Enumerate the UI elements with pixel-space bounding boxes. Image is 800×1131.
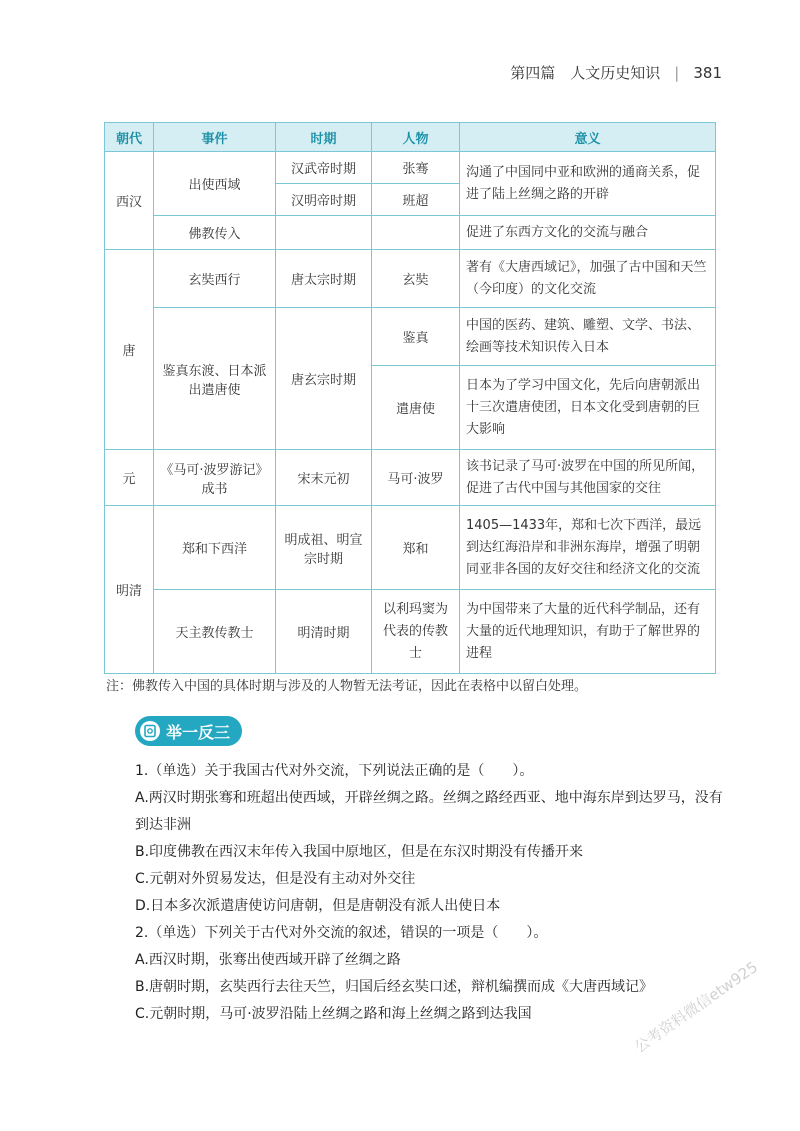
question-1-option-a: A.两汉时期张骞和班超出使西域，开辟丝绸之路。丝绸之路经西亚、地中海东岸到达罗马，没有到达非洲: [135, 790, 723, 833]
question-2-option-b: B.唐朝时期，玄奘西行去往天竺，归国后经玄奘口述，辩机编撰而成《大唐西域记》: [135, 979, 654, 995]
table-row: [105, 450, 716, 506]
meaning-cell: 著有《大唐西域记》，加强了古中国和天竺（今印度）的文化交流: [460, 250, 716, 308]
meaning-cell: 沟通了中国同中亚和欧洲的通商关系，促进了陆上丝绸之路的开辟: [460, 152, 716, 216]
question-2-option-a: A.西汉时期，张骞出使西域开辟了丝绸之路: [135, 952, 401, 968]
question-2-option-c: C.元朝时期，马可·波罗沿陆上丝绸之路和海上丝绸之路到达我国: [135, 1006, 532, 1022]
badge-label: 举一反三: [166, 722, 231, 742]
table-row: [105, 250, 716, 308]
period-cell: 宋末元初: [276, 450, 372, 506]
person-cell: 郑和: [372, 506, 460, 590]
questions: [135, 758, 725, 1028]
person-cell: 班超: [372, 184, 460, 216]
period-cell: [276, 216, 372, 250]
col-period: 时期: [276, 123, 372, 152]
period-cell: 唐玄宗时期: [276, 308, 372, 450]
practice-badge: [135, 716, 242, 746]
dynasty-cell: 唐: [105, 250, 154, 450]
dynasty-cell: 西汉: [105, 152, 154, 250]
table-header-row: [105, 123, 716, 152]
event-cell: 玄奘西行: [154, 250, 276, 308]
meaning-cell: 为中国带来了大量的近代科学制品，还有大量的近代地理知识，有助于了解世界的进程: [460, 590, 716, 674]
section-title: 第四篇 人文历史知识: [510, 64, 661, 82]
person-cell: 鉴真: [372, 308, 460, 366]
table-row: [105, 308, 716, 366]
period-cell: 汉武帝时期: [276, 152, 372, 184]
dynasty-cell: 元: [105, 450, 154, 506]
col-dynasty: 朝代: [105, 123, 154, 152]
event-cell: 鉴真东渡、日本派出遣唐使: [154, 308, 276, 450]
book-icon: [140, 721, 160, 741]
question-2: 2.（单选）下列关于古代对外交流的叙述，错误的一项是（ ）。: [135, 925, 548, 941]
question-1-option-c: C.元朝对外贸易发达，但是没有主动对外交往: [135, 871, 416, 887]
col-meaning: 意义: [460, 123, 716, 152]
meaning-cell: 1405—1433年，郑和七次下西洋，最远到达红海沿岸和非洲东海岸，增强了明朝同亚非各国的友好交往和经济文化的交流: [460, 506, 716, 590]
question-1: 1.（单选）关于我国古代对外交流，下列说法正确的是（ ）。: [135, 763, 534, 779]
page-header: [510, 62, 722, 83]
person-cell: [372, 216, 460, 250]
page-number: 381: [693, 63, 722, 82]
event-cell: 佛教传入: [154, 216, 276, 250]
table-row: [105, 152, 716, 184]
event-cell: 天主教传教士: [154, 590, 276, 674]
table-note: 注：佛教传入中国的具体时期与涉及的人物暂无法考证，因此在表格中以留白处理。: [106, 679, 588, 694]
col-person: 人物: [372, 123, 460, 152]
person-cell: 马可·波罗: [372, 450, 460, 506]
event-cell: 出使西域: [154, 152, 276, 216]
meaning-cell: 该书记录了马可·波罗在中国的所见所闻，促进了古代中国与其他国家的交往: [460, 450, 716, 506]
person-cell: 以利玛窦为代表的传教士: [372, 590, 460, 674]
table-row: [105, 590, 716, 674]
dynasty-cell: 明清: [105, 506, 154, 674]
question-1-option-d: D.日本多次派遣唐使访问唐朝，但是唐朝没有派人出使日本: [135, 898, 501, 914]
period-cell: 明成祖、明宣宗时期: [276, 506, 372, 590]
person-cell: 玄奘: [372, 250, 460, 308]
table-row: [105, 216, 716, 250]
col-event: 事件: [154, 123, 276, 152]
meaning-cell: 促进了东西方文化的交流与融合: [460, 216, 716, 250]
period-cell: 汉明帝时期: [276, 184, 372, 216]
meaning-cell: 中国的医药、建筑、雕塑、文学、书法、绘画等技术知识传入日本: [460, 308, 716, 366]
watermark: 公考资料微信etw925: [631, 957, 762, 1057]
event-cell: 郑和下西洋: [154, 506, 276, 590]
period-cell: 唐太宗时期: [276, 250, 372, 308]
question-1-option-b: B.印度佛教在西汉末年传入我国中原地区，但是在东汉时期没有传播开来: [135, 844, 584, 860]
period-cell: 明清时期: [276, 590, 372, 674]
history-table: [104, 122, 716, 674]
person-cell: 遣唐使: [372, 366, 460, 450]
event-cell: 《马可·波罗游记》成书: [154, 450, 276, 506]
meaning-cell: 日本为了学习中国文化，先后向唐朝派出十三次遣唐使团，日本文化受到唐朝的巨大影响: [460, 366, 716, 450]
header-divider: |: [674, 63, 680, 82]
table-row: [105, 506, 716, 590]
person-cell: 张骞: [372, 152, 460, 184]
